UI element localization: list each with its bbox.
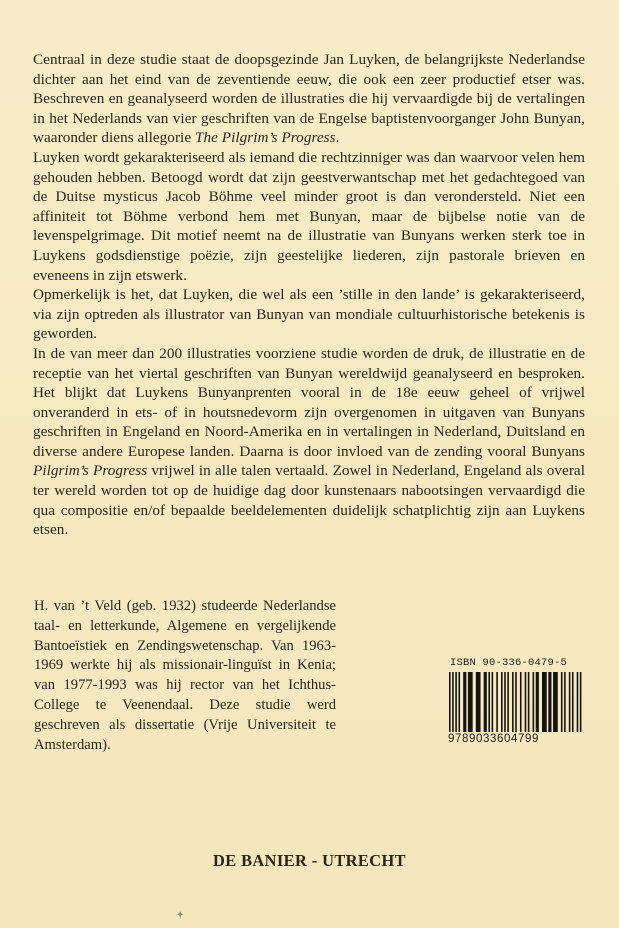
blurb-paragraph bbox=[33, 344, 585, 540]
barcode-bar bbox=[561, 672, 563, 732]
barcode-bar bbox=[542, 672, 547, 732]
barcode-bar bbox=[455, 672, 457, 732]
barcode-bar bbox=[512, 672, 514, 732]
barcode-bar bbox=[577, 672, 579, 732]
blurb-paragraph bbox=[33, 50, 585, 148]
barcode-bar bbox=[548, 672, 551, 732]
barcode-bar bbox=[449, 672, 451, 732]
blurb-text bbox=[33, 50, 585, 540]
barcode-bar bbox=[463, 672, 466, 732]
isbn-label: ISBN 90-336-0479-5 bbox=[450, 657, 568, 669]
barcode-bar bbox=[484, 672, 487, 732]
book-title-italic: The Pilgrim’s Progress bbox=[194, 129, 336, 147]
barcode-bar bbox=[580, 672, 582, 732]
barcode-bar bbox=[525, 672, 527, 732]
barcode-bar bbox=[476, 672, 481, 732]
barcode-bar bbox=[492, 672, 494, 732]
barcode-bar bbox=[515, 672, 517, 732]
barcode-bar bbox=[468, 672, 473, 732]
blurb-paragraph: Luyken wordt gekarakteriseerd als iemand die rechtzinniger was dan waarvoor velen hem gehouden hebben. Betoogd wordt dat zijn geestverwantschap met het gedachtegoed van de Duitse mysticus Jacob Böhme veel minder groot is dan verondersteld. Niet een affiniteit tot Böhme verbond hem met Bunyan, maar de bijbelse notie van de levenspelgrimage. Dit motief neemt na de illustratie van Bunyans werken sterk toe in Luykens godsdienstige poëzie, zijn geestelijke liederen, zijn pastorale brieven en eveneens in zijn etswerk. bbox=[33, 148, 585, 284]
barcode-digits: 9789033604799 bbox=[448, 733, 539, 745]
barcode-bar bbox=[569, 672, 571, 732]
blurb-text-segment: vrijwel in alle talen vertaald. Zowel in Nederland, Engeland als overal ter wereld worden tot op de huidige dag door kunstenaars nabootsingen vervaardigd die qua compositie en/of bepaalde beeldelementen duidelijk schatplichtig zijn aan Luykens etsen. bbox=[33, 462, 585, 539]
author-bio: H. van ’t Veld (geb. 1932) studeerde Nederlandse taal- en letterkunde, Algemene en vergelijkende Bantoeïstiek en Zendingswetenschap. Van 1963-1969 werkte hij als missionair-linguïst in Kenia; van 1977-1993 was hij rector van het Ichthus-College te Veenendaal. Deze studie werd geschreven als dissertatie (Vrije Universiteit te Amsterdam). bbox=[34, 598, 336, 753]
smudge-mark: ✦ bbox=[176, 910, 185, 921]
barcode-bar bbox=[572, 672, 574, 732]
barcode-bar bbox=[536, 672, 539, 732]
barcode-bar bbox=[488, 672, 490, 732]
barcode-bar bbox=[553, 672, 558, 732]
publisher-name: DE BANIER - UTRECHT bbox=[213, 851, 406, 870]
book-title-italic: Pilgrim’s Progress bbox=[33, 462, 148, 480]
blurb-text-segment: Centraal in deze studie staat de doopsgezinde Jan Luyken, de belangrijkste Nederlandse dichter aan het eind van de zeventiende eeuw, die ook een zeer productief etser was. Beschreven en geanalyseerd worden de illustraties die hij vervaardigde bij de vertalingen in het Nederlands van vier geschriften van de Engelse baptistenvoorganger John Bunyan, waaronder diens allegorie bbox=[33, 51, 585, 147]
barcode-bar bbox=[533, 672, 535, 732]
barcode-bar bbox=[501, 672, 503, 732]
barcode-bar bbox=[458, 672, 460, 732]
barcode-bar bbox=[528, 672, 530, 732]
blurb-text-segment: . bbox=[335, 129, 340, 147]
blurb-paragraph: Opmerkelijk is het, dat Luyken, die wel als een ’stille in den lande’ is gekarakteriseerd, via zijn optreden als illustrator van Bunyan van mondiale cultuurhistorische betekenis is geworden. bbox=[33, 286, 585, 343]
barcode-bars bbox=[448, 672, 584, 732]
barcode-bar bbox=[564, 672, 566, 732]
barcode-bar bbox=[507, 672, 509, 732]
barcode-bar bbox=[452, 672, 454, 732]
barcode-bar bbox=[496, 672, 498, 732]
barcode-bar bbox=[520, 672, 522, 732]
barcode-block bbox=[448, 657, 584, 745]
blurb-text-segment: In de van meer dan 200 illustraties voorziene studie worden de druk, de illustratie en de receptie van het viertal geschriften van Bunyan wereldwijd geanalyseerd en besproken. Het blijkt dat Luykens Bunyanprenten vooral in de 18e eeuw geheel of vrijwel onveranderd in ets- of in houtsnedevorm zijn overgenomen in uitgaven van Bunyans geschriften in Engeland en Noord-Amerika en in vertalingen in Nederland, Duitsland en diverse andere Europese landen. Daarna is door invloed van de zending vooral Bunyans bbox=[33, 344, 585, 460]
barcode-bar bbox=[504, 672, 506, 732]
